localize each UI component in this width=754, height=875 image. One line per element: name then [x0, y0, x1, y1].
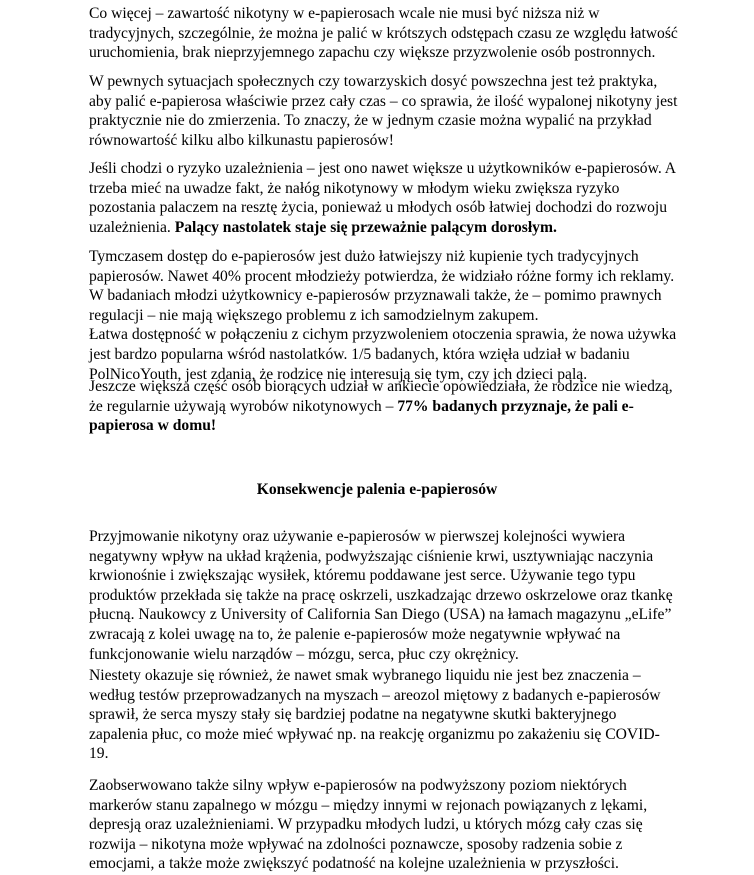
- text-line: jest bardzo popularna wśród nastolatków. 1/5 badanych, która wzięła udział w badaniu: [89, 345, 630, 363]
- text-line: uruchomienia, brak nieprzyjemnego zapachu czy większe przyzwolenie osób postronnych.: [89, 44, 656, 62]
- text-line: aby palić e-papierosa właściwie przez cały czas – co sprawia, że ilość wypalonej nikotyny jest: [89, 92, 678, 110]
- text-line: Przyjmowanie nikotyny oraz używanie e-papierosów w pierwszej kolejności wywiera: [89, 528, 626, 545]
- bold-emphasis: 77% badanych przyznaje, że pali e-: [397, 397, 634, 415]
- text-line: pozostania palaczem na resztę życia, ponieważ u młodych osób łatwiej dochodzi do rozwoju: [89, 199, 668, 217]
- text-line: według testów przeprowadzanych na myszach – areozol miętowy z badanych e-papierosów: [89, 686, 661, 704]
- text-line: krwionośnie i zwiększając wysiłek, któremu poddawane jest serce. Używanie tego typu: [89, 567, 636, 585]
- text-line: produktów przekłada się także na pracę oskrzeli, uszkadzając drzewo oskrzelowe oraz tkankę: [89, 586, 673, 604]
- text-line: [89, 218, 676, 238]
- text-line: trzeba mieć na uwadze fakt, że nałóg nikotynowy w młodym wieku zwiększa ryzyko: [89, 179, 620, 197]
- text-line: Co więcej – zawartość nikotyny w e-papierosach wcale nie musi być niższa niż w: [89, 5, 600, 22]
- paragraph-liquid-flavor: [89, 666, 661, 764]
- section-heading: Konsekwencje palenia e-papierosów: [256, 481, 498, 498]
- text-line: płucną. Naukowcy z University of California San Diego (USA) na łamach magazynu „eLife”: [89, 606, 672, 624]
- paragraph-health-effects: [89, 527, 673, 664]
- text-line: tradycyjnych, szczególnie, że można je palić w krótszych odstępach czasu ze względu łatwość: [89, 24, 678, 42]
- text-line: emocjami, a także może zwiększyć podatność na kolejne uzależnienia w przyszłości.: [89, 855, 619, 873]
- text-line: W badaniach młodzi użytkownicy e-papierosów przyznawali także, że – pomimo prawnych: [89, 287, 662, 305]
- text-run: że regularnie używają wyrobów nikotynowych –: [89, 397, 398, 415]
- paragraph-addiction-risk: [89, 159, 676, 237]
- text-line: zwracają z kolei uwagę na to, że palenie e-papierosów może negatywnie wpływać na: [89, 625, 621, 643]
- paragraph-access: [89, 247, 676, 384]
- paragraph-social-situations: [89, 72, 677, 150]
- paragraph-nicotine-content: [89, 4, 678, 63]
- text-line: regulacji – nie mają większego problemu z ich samodzielnym zakupem.: [89, 306, 539, 324]
- text-line: zapalenia płuc, co może mieć wpływać np. na reakcję organizmu po zakażeniu się COVID-: [89, 725, 660, 743]
- paragraph-parents: [89, 377, 673, 436]
- text-line: W pewnych sytuacjach społecznych czy towarzyskich dosyć powszechna jest też praktyka,: [89, 73, 658, 90]
- bold-emphasis: papierosa w domu!: [89, 417, 217, 435]
- text-line: negatywny wpływ na układ krążenia, podwyższając ciśnienie krwi, usztywniając naczynia: [89, 547, 654, 565]
- paragraph-brain-effects: [89, 776, 647, 874]
- text-line: Jeszcze większa część osób biorących udział w ankiecie opowiedziała, że rodzice nie wiedzą,: [89, 378, 673, 395]
- text-line: [89, 416, 673, 436]
- text-line: Jeśli chodzi o ryzyko uzależnienia – jest ono nawet większe u użytkowników e-papierosów. A: [89, 160, 677, 177]
- text-line: sprawił, że serca myszy stały się bardziej podatne na negatywne skutki bakteryjnego: [89, 706, 617, 724]
- text-line: rozwija – nikotyna może wpływać na zdolności poznawcze, sposoby radzenia sobie z: [89, 835, 623, 853]
- text-line: markerów stanu zapalnego w mózgu – między innymi w rejonach powiązanych z lękami,: [89, 796, 648, 814]
- text-line: 19.: [89, 745, 109, 763]
- text-line: Niestety okazuje się również, że nawet smak wybranego liquidu nie jest bez znaczenia –: [89, 667, 641, 684]
- text-line: PolNicoYouth, jest zdania, że rodzice nie interesują się tym, czy ich dzieci palą.: [89, 365, 588, 383]
- text-line: depresją oraz uzależnieniami. W przypadku młodych ludzi, u których mózg cały czas się: [89, 816, 643, 834]
- text-line: papierosów. Nawet 40% procent młodzieży potwierdza, że widziało różne formy ich reklamy.: [89, 267, 675, 285]
- bold-emphasis: Palący nastolatek staje się przeważnie palącym dorosłym.: [174, 218, 557, 236]
- text-line: [89, 397, 673, 417]
- text-line: Zaobserwowano także silny wpływ e-papierosów na podwyższony poziom niektórych: [89, 777, 627, 794]
- text-line: równowartość kilku albo kilkunastu papierosów!: [89, 131, 394, 149]
- text-line: Łatwa dostępność w połączeniu z cichym przyzwoleniem otoczenia sprawia, że nowa używka: [89, 326, 677, 344]
- text-line: funkcjonowanie wielu narządów – mózgu, serca, płuc czy okrężnicy.: [89, 645, 519, 663]
- text-run: uzależnienia.: [89, 218, 175, 236]
- text-line: Tymczasem dostęp do e-papierosów jest dużo łatwiejszy niż kupienie tych tradycyjnych: [89, 248, 639, 265]
- text-line: praktycznie nie do zmierzenia. To znaczy, że w jednym czasie można wypalić na przykład: [89, 112, 652, 130]
